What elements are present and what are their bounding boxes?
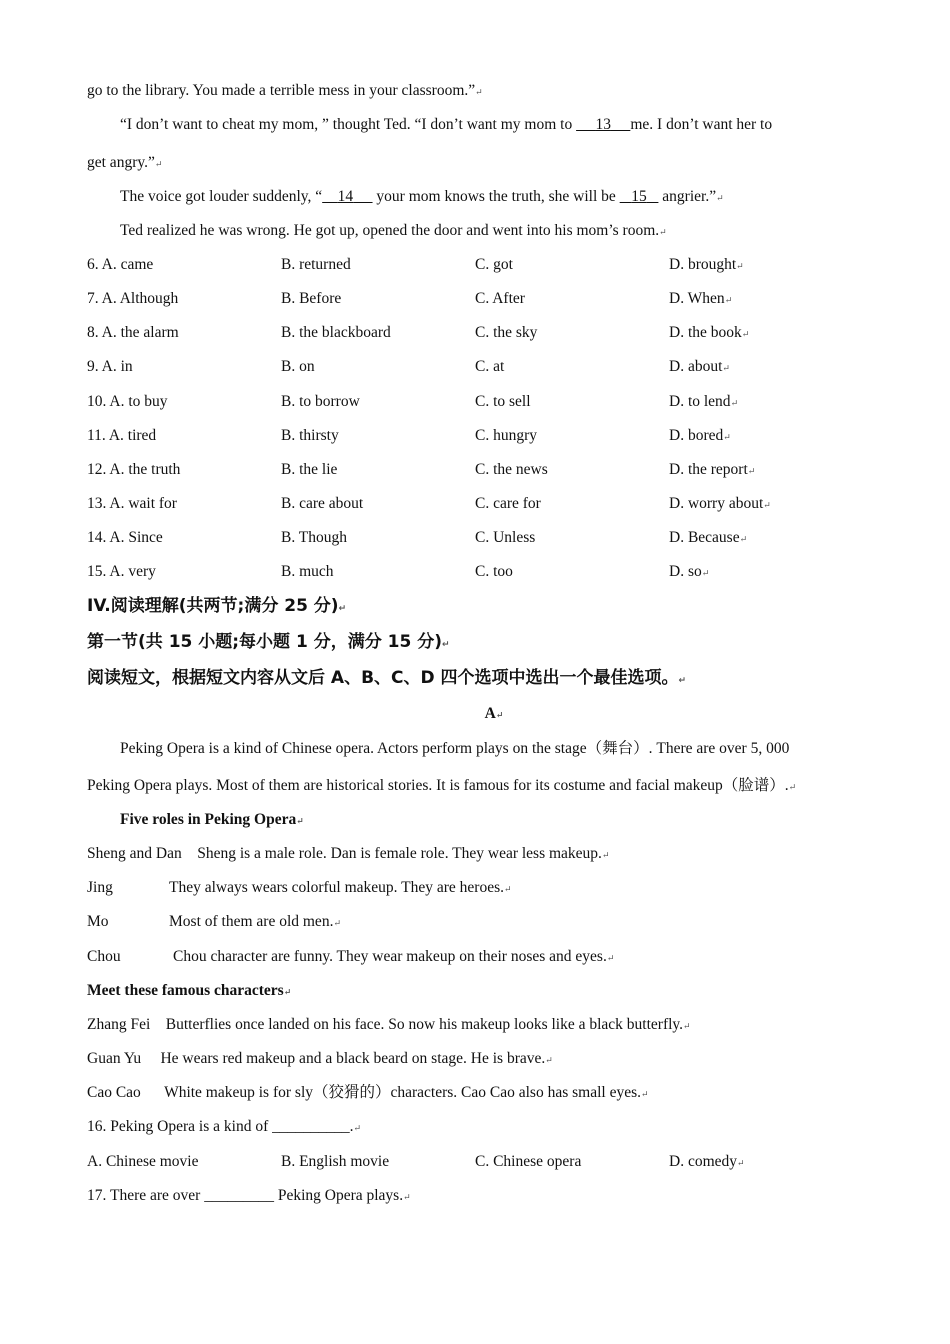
option-c: C. too: [475, 563, 513, 580]
option-a: 9. A. in: [87, 358, 133, 375]
option-d: D. so↵: [669, 563, 710, 580]
passage-line-1: Peking Opera is a kind of Chinese opera. Actors perform plays on the stage（舞台）. There are over 5, 000: [120, 740, 790, 757]
role-row: Sheng and Dan Sheng is a male role. Dan is female role. They wear less makeup.↵: [87, 845, 610, 862]
blank-15: 15: [631, 188, 647, 205]
option-a: 7. A. Although: [87, 290, 179, 307]
option-c: C. got: [475, 256, 513, 273]
option-b: B. thirsty: [281, 427, 339, 444]
option-a: A. Chinese movie: [87, 1153, 199, 1170]
story-line-1: go to the library. You made a terrible mess in your classroom.”↵: [87, 82, 483, 99]
option-c: C. hungry: [475, 427, 537, 444]
section-heading: IV.阅读理解(共两节;满分 25 分)↵: [87, 596, 347, 616]
option-c: C. After: [475, 290, 525, 307]
option-c: C. the news: [475, 461, 548, 478]
cloze-options-15: [87, 562, 887, 582]
section-instruction: 阅读短文，根据短文内容从文后 A、B、C、D 四个选项中选出一个最佳选项。↵: [87, 668, 687, 688]
option-d: D. When↵: [669, 290, 733, 307]
option-b: B. care about: [281, 495, 364, 512]
option-b: B. to borrow: [281, 393, 360, 410]
option-a: 13. A. wait for: [87, 495, 177, 512]
option-a: 10. A. to buy: [87, 393, 168, 410]
option-c: C. to sell: [475, 393, 531, 410]
cloze-options-14: [87, 528, 887, 548]
option-c: C. care for: [475, 495, 541, 512]
story-paragraph-2: “I don’t want to cheat my mom, ” thought Ted. “I don’t want my mom to 13 me. I don’t want her to: [120, 116, 773, 133]
question-16: 16. Peking Opera is a kind of __________.↵: [87, 1118, 362, 1135]
character-row: Zhang Fei Butterflies once landed on his face. So now his makeup looks like a black butterfly.↵: [87, 1016, 691, 1033]
role-row: Chou Chou character are funny. They wear makeup on their noses and eyes.↵: [87, 948, 615, 965]
role-row: Mo Most of them are old men.↵: [87, 913, 341, 930]
roles-title: Five roles in Peking Opera↵: [120, 811, 304, 828]
option-d: D. bored↵: [669, 427, 731, 444]
option-d: D. the book↵: [669, 324, 750, 341]
option-c: C. Unless: [475, 529, 536, 546]
option-d: D. the report↵: [669, 461, 756, 478]
option-a: 6. A. came: [87, 256, 154, 273]
option-d: D. brought↵: [669, 256, 744, 273]
option-c: C. Chinese opera: [475, 1153, 582, 1170]
question-17: 17. There are over _________ Peking Opera plays.↵: [87, 1187, 411, 1204]
option-b: B. Though: [281, 529, 348, 546]
cloze-options-11: [87, 426, 887, 446]
option-b: B. on: [281, 358, 315, 375]
option-d: D. comedy↵: [669, 1153, 745, 1170]
option-a: 15. A. very: [87, 563, 156, 580]
option-a: 14. A. Since: [87, 529, 163, 546]
option-b: B. the blackboard: [281, 324, 391, 341]
blank-14: 14: [337, 188, 354, 205]
question-16-options: [87, 1152, 887, 1172]
character-row: Cao Cao White makeup is for sly（狡猾的）characters. Cao Cao also has small eyes.↵: [87, 1084, 649, 1101]
option-a: 12. A. the truth: [87, 461, 181, 478]
option-b: B. English movie: [281, 1153, 390, 1170]
option-c: C. at: [475, 358, 505, 375]
cloze-options-6: [87, 255, 887, 275]
option-d: D. Because↵: [669, 529, 748, 546]
cloze-options-7: [87, 289, 887, 309]
section-subheading: 第一节(共 15 小题;每小题 1 分，满分 15 分)↵: [87, 632, 450, 652]
option-d: D. worry about↵: [669, 495, 771, 512]
cloze-options-10: [87, 392, 887, 412]
role-row: Jing They always wears colorful makeup. They are heroes.↵: [87, 879, 512, 896]
character-row: Guan Yu He wears red makeup and a black beard on stage. He is brave.↵: [87, 1050, 553, 1067]
story-paragraph-4: Ted realized he was wrong. He got up, opened the door and went into his mom’s room.↵: [120, 222, 667, 239]
option-c: C. the sky: [475, 324, 538, 341]
option-b: B. much: [281, 563, 334, 580]
cloze-options-9: [87, 357, 887, 377]
cloze-options-12: [87, 460, 887, 480]
cloze-options-8: [87, 323, 887, 343]
option-b: B. the lie: [281, 461, 338, 478]
option-b: B. Before: [281, 290, 342, 307]
option-a: 11. A. tired: [87, 427, 157, 444]
story-paragraph-3: The voice got louder suddenly, “ 14 your mom knows the truth, she will be 15 angrier.”↵: [120, 188, 724, 205]
characters-title: Meet these famous characters↵: [87, 982, 292, 999]
option-d: D. about↵: [669, 358, 730, 375]
passage-label: A↵: [484, 705, 504, 722]
cloze-options-13: [87, 494, 887, 514]
option-b: B. returned: [281, 256, 351, 273]
option-a: 8. A. the alarm: [87, 324, 179, 341]
passage-line-2: Peking Opera plays. Most of them are historical stories. It is famous for its costume and facial makeup（脸谱）.↵: [87, 777, 797, 794]
story-paragraph-2-cont: get angry.”↵: [87, 154, 163, 171]
option-d: D. to lend↵: [669, 393, 739, 410]
blank-13: 13: [595, 116, 611, 133]
